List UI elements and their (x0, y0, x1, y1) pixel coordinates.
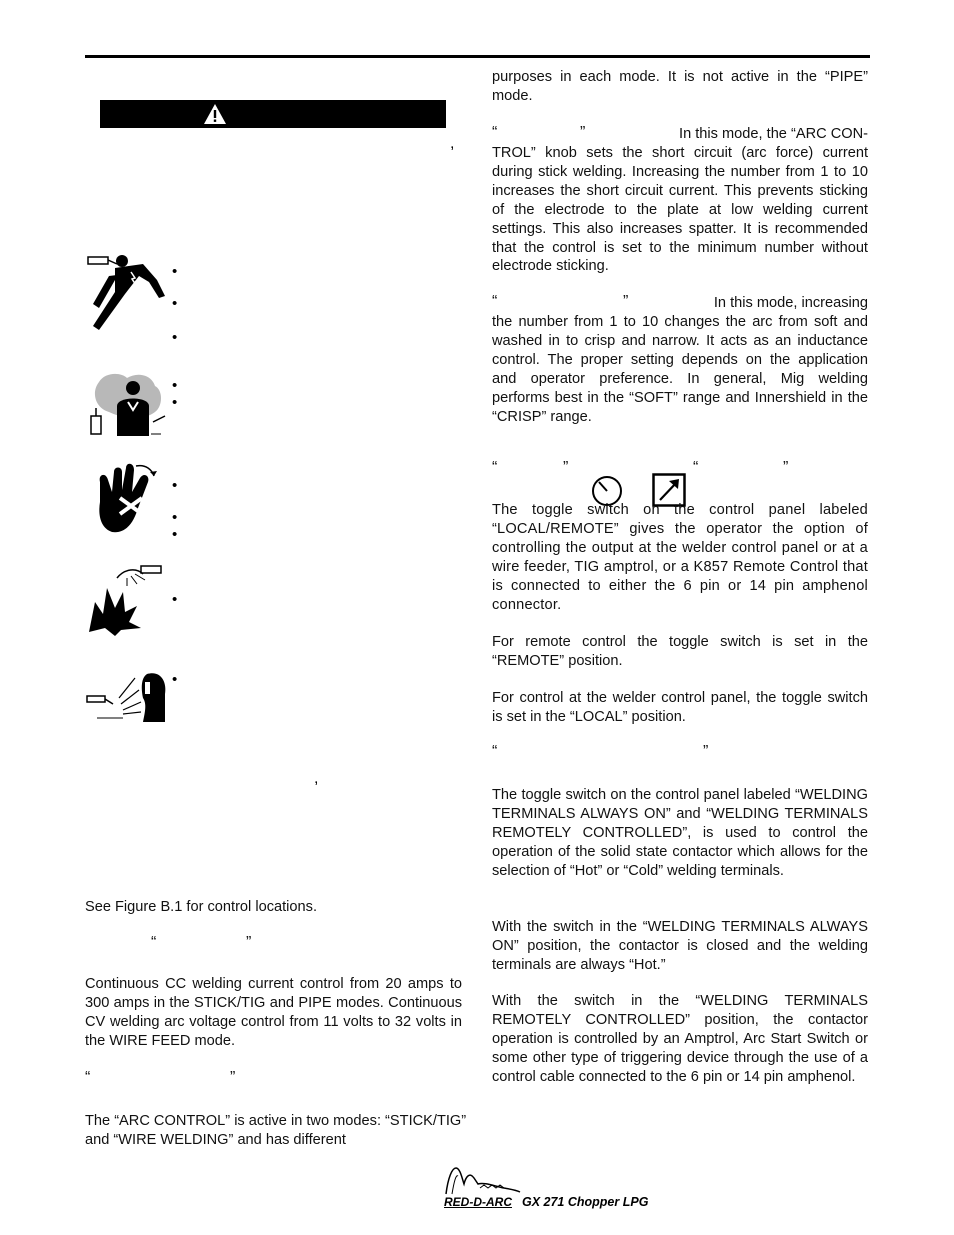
local-remote-paragraph: The toggle switch on the control panel labeled “LOCAL/REMOTE” gives the operator the option of controlling the output at the welder control panel or at a wire feeder, TIG amptrol, or a K857 Remote Control that is connected to either the 6 pin or 14 pin amphenol connector. (492, 502, 868, 613)
bullet: • (172, 394, 178, 411)
heading-close-quote: ” (580, 124, 586, 141)
heading-open-quote: “ (492, 743, 498, 760)
output-control-paragraph: Continuous CC welding current control from 20 amps to 300 amps in the STICK/TIG and PIPE modes. Continuous CV welding arc voltage control from 11 volts to 32 volts in the WIRE FEED mode. (85, 976, 462, 1049)
explosion-spark-icon (85, 562, 165, 636)
heading-open-quote: “ (492, 459, 498, 476)
stray-comma: , (450, 135, 455, 152)
bullet: • (172, 526, 178, 543)
terminals-paragraph: The toggle switch on the control panel labeled “WELDING TERMINALS ALWAYS ON” and “WELDING TERMINALS REMOTELY CONTROLLED”, is used to control the operation of the solid state contactor which allows for the selection of “Hot” or “Cold” welding terminals. (492, 787, 868, 879)
moving-parts-hand-icon (90, 462, 162, 538)
heading-close-quote: ” (703, 743, 709, 760)
red-d-arc-logo-icon (444, 1164, 522, 1196)
footer-model: GX 271 Chopper LPG (522, 1195, 649, 1209)
bullet: • (172, 591, 178, 608)
stick-mode-lead: In this mode, the “ARC CON- (679, 126, 868, 142)
always-on-paragraph: With the switch in the “WELDING TERMINALS ALWAYS ON” position, the contactor is closed and the welding terminals are always “Hot.” (492, 919, 868, 973)
bullet: • (172, 295, 178, 312)
warning-triangle-icon (203, 103, 227, 125)
heading-open-quote: “ (693, 459, 699, 476)
heading-close-quote: ” (246, 934, 252, 951)
warning-banner (100, 100, 446, 128)
heading-open-quote: “ (85, 1069, 91, 1086)
bullet: • (172, 509, 178, 526)
arc-rays-helmet-icon (85, 668, 178, 724)
arc-control-paragraph: The “ARC CONTROL” is active in two modes: “STICK/TIG” and “WIRE WELDING” and has different (85, 1113, 467, 1148)
heading-open-quote: “ (492, 124, 498, 141)
heading-close-quote: ” (783, 459, 789, 476)
purposes-paragraph: purposes in each mode. It is not active in the “PIPE” mode. (492, 69, 868, 104)
bullet: • (172, 263, 178, 280)
stray-comma: , (314, 770, 319, 787)
electric-shock-icon (85, 252, 171, 332)
bullet: • (172, 377, 178, 394)
wire-mode-lead: In this mode, increasing (713, 295, 868, 311)
heading-close-quote: ” (563, 459, 569, 476)
footer-brand: RED-D-ARC (444, 1195, 512, 1209)
heading-close-quote: ” (230, 1069, 236, 1086)
bullet: • (172, 671, 178, 688)
heading-open-quote: “ (492, 293, 498, 310)
bullet: • (172, 477, 178, 494)
heading-close-quote: ” (623, 293, 629, 310)
wire-mode-paragraph: the number from 1 to 10 changes the arc from soft and washed in to crisp and narrow. It acts as an inductance control. The proper setting depends on the application and operator preference. In general, Mig welding performs best in the “SOFT” range and Innershield in the “CRISP” range. (492, 314, 868, 425)
remotely-controlled-paragraph: With the switch in the “WELDING TERMINALS REMOTELY CONTROLLED” position, the contactor operation is controlled by an Amptrol, Arc Start Switch or some other type of triggering device through the use of a control cable connected to the 6 pin or 14 pin amphenol. (492, 993, 868, 1085)
header-rule (85, 55, 870, 58)
see-figure-text: See Figure B.1 for control locations. (85, 899, 317, 915)
remote-control-paragraph: For remote control the toggle switch is set in the “REMOTE” position. (492, 634, 868, 669)
local-control-paragraph: For control at the welder control panel, the toggle switch is set in the “LOCAL” position. (492, 690, 868, 725)
fumes-gases-icon (85, 372, 171, 438)
heading-open-quote: “ (151, 934, 157, 951)
stick-mode-paragraph: TROL” knob sets the short circuit (arc force) current during stick welding. Increasing the number from 1 to 10 increases the short circuit current. This prevents sticking of the electrode to the plate at low welding current settings. This also increases spatter. It is recommended that the control is set to the minimum number without electrode sticking. (492, 145, 868, 275)
bullet: • (172, 329, 178, 346)
